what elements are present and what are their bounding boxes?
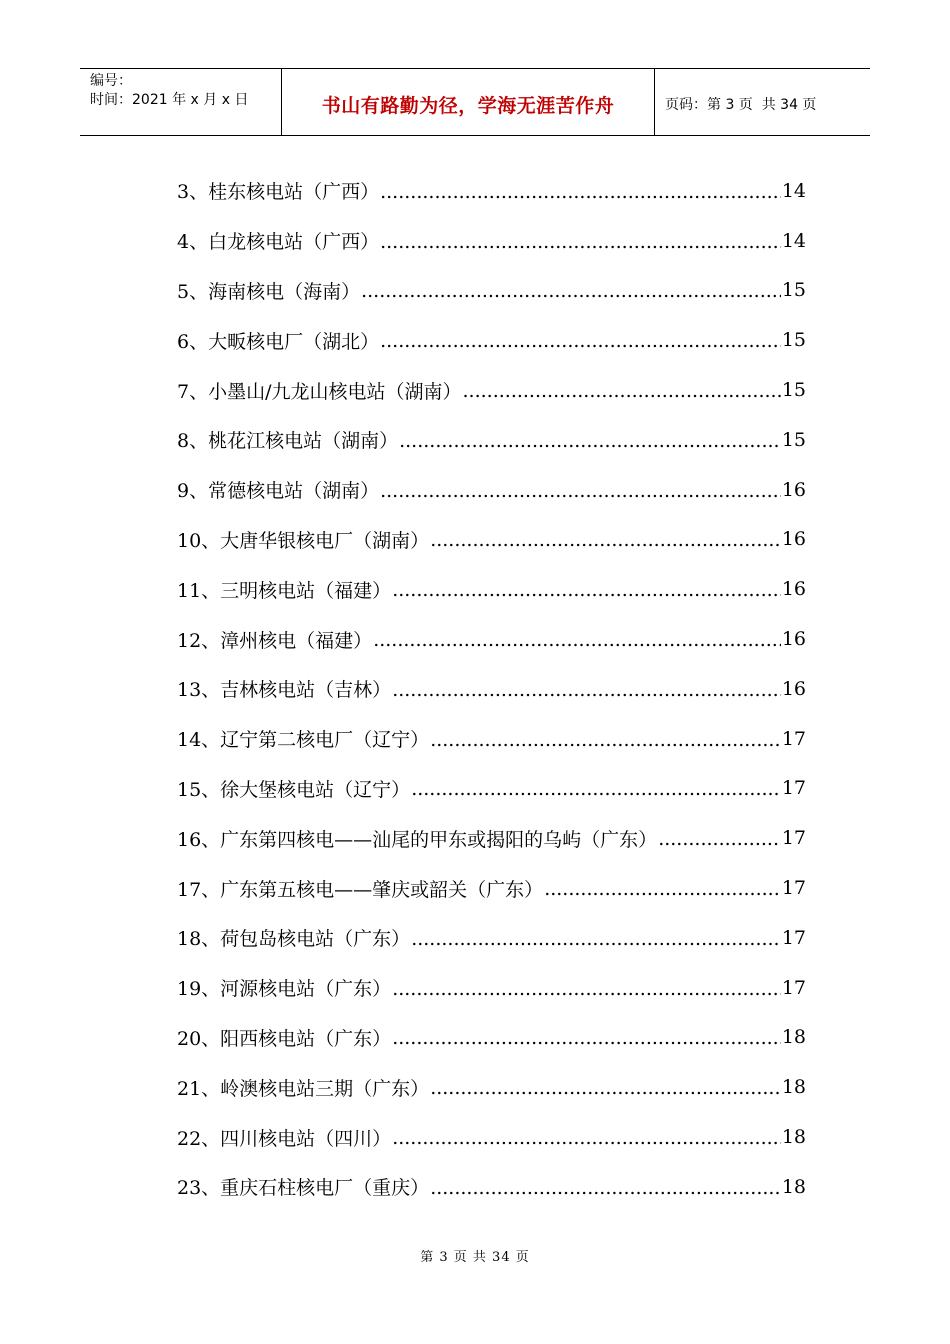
toc-entry[interactable] [177,1112,806,1162]
toc-entry[interactable] [177,465,806,515]
toc-entry-page: 14 [781,229,806,252]
header-page-info [655,69,870,135]
toc-dot-leader [392,679,781,701]
toc-entry-page: 14 [781,179,806,202]
toc-dot-leader [361,280,781,302]
toc-dot-leader [380,231,781,253]
toc-entry[interactable] [177,714,806,764]
toc-entry-label: 18、荷包岛核电站（广东） [177,928,411,951]
toc-entry[interactable] [177,863,806,913]
toc-entry[interactable] [177,1013,806,1063]
toc-entry-label: 20、阳西核电站（广东） [177,1027,392,1050]
header-meta [80,69,282,135]
toc-entry-label: 19、河源核电站（广东） [177,978,392,1001]
toc-entry-page: 17 [781,777,806,800]
toc-entry[interactable] [177,1062,806,1112]
toc-entry-label: 3、桂东核电站（广西） [177,181,380,204]
toc-entry[interactable] [177,664,806,714]
toc-dot-leader [430,1077,781,1099]
toc-entry-page: 17 [781,727,806,750]
toc-dot-leader [411,928,781,950]
toc-dot-leader [544,878,781,900]
toc-dot-leader [380,181,781,203]
table-of-contents [177,166,806,1212]
toc-entry[interactable] [177,764,806,814]
toc-entry-label: 9、常德核电站（湖南） [177,480,380,503]
toc-dot-leader [430,529,781,551]
toc-entry-label: 15、徐大堡核电站（辽宁） [177,778,411,801]
toc-dot-leader [392,579,781,601]
page-footer: 第 3 页 共 34 页 [420,1250,530,1265]
toc-entry-label: 14、辽宁第二核电厂（辽宁） [177,729,430,752]
toc-entry-label: 12、漳州核电（福建） [177,629,373,652]
toc-dot-leader [392,1127,781,1149]
toc-entry[interactable] [177,415,806,465]
header-motto: 书山有路勤为径，学海无涯苦作舟 [282,69,655,135]
toc-entry[interactable] [177,564,806,614]
toc-entry-label: 6、大畈核电厂（湖北） [177,330,380,353]
toc-entry-label: 16、广东第四核电——汕尾的甲东或揭阳的乌屿（广东） [177,828,658,851]
page-header [80,68,870,136]
toc-dot-leader [392,978,781,1000]
toc-entry-page: 16 [781,478,806,501]
toc-entry-label: 4、白龙核电站（广西） [177,231,380,254]
toc-entry-page: 15 [781,279,806,302]
toc-entry-page: 16 [781,528,806,551]
toc-entry[interactable] [177,1162,806,1212]
toc-dot-leader [399,430,781,452]
toc-dot-leader [373,629,781,651]
toc-entry-page: 16 [781,628,806,651]
toc-entry-page: 15 [781,379,806,402]
toc-entry-page: 16 [781,677,806,700]
toc-entry-page: 15 [781,329,806,352]
toc-entry-label: 5、海南核电（海南） [177,280,361,303]
toc-entry-label: 21、岭澳核电站三期（广东） [177,1077,430,1100]
toc-dot-leader [380,330,781,352]
toc-entry-page: 17 [781,827,806,850]
toc-entry-label: 22、四川核电站（四川） [177,1127,392,1150]
toc-entry[interactable] [177,515,806,565]
toc-dot-leader [411,778,781,800]
toc-entry-label: 11、三明核电站（福建） [177,579,392,602]
toc-entry-page: 17 [781,877,806,900]
toc-entry-page: 17 [781,976,806,999]
toc-entry[interactable] [177,813,806,863]
toc-dot-leader [392,1027,781,1049]
toc-entry-page: 18 [781,1175,806,1198]
toc-entry[interactable] [177,913,806,963]
toc-dot-leader [430,729,781,751]
toc-entry-label: 13、吉林核电站（吉林） [177,679,392,702]
toc-entry-label: 7、小墨山/九龙山核电站（湖南） [177,380,462,403]
toc-entry-label: 10、大唐华银核电厂（湖南） [177,529,430,552]
toc-entry-label: 23、重庆石柱核电厂（重庆） [177,1177,430,1200]
toc-dot-leader [380,480,781,502]
time-label: 时间：2021 年 x 月 x 日 [90,92,249,108]
toc-entry[interactable] [177,963,806,1013]
toc-dot-leader [430,1177,781,1199]
toc-entry[interactable] [177,315,806,365]
toc-entry-page: 17 [781,926,806,949]
toc-entry[interactable] [177,614,806,664]
toc-entry-label: 8、桃花江核电站（湖南） [177,430,399,453]
toc-entry-page: 18 [781,1126,806,1149]
toc-dot-leader [658,828,781,850]
toc-entry[interactable] [177,365,806,415]
toc-entry[interactable] [177,266,806,316]
toc-entry[interactable] [177,216,806,266]
toc-entry-page: 16 [781,578,806,601]
toc-entry[interactable] [177,166,806,216]
toc-entry-page: 15 [781,428,806,451]
toc-entry-page: 18 [781,1026,806,1049]
toc-entry-page: 18 [781,1076,806,1099]
toc-entry-label: 17、广东第五核电——肇庆或韶关（广东） [177,878,544,901]
page-info-text: 页码：第 3 页 共 34 页 [665,97,817,113]
number-label: 编号： [90,73,132,89]
toc-dot-leader [463,380,781,402]
